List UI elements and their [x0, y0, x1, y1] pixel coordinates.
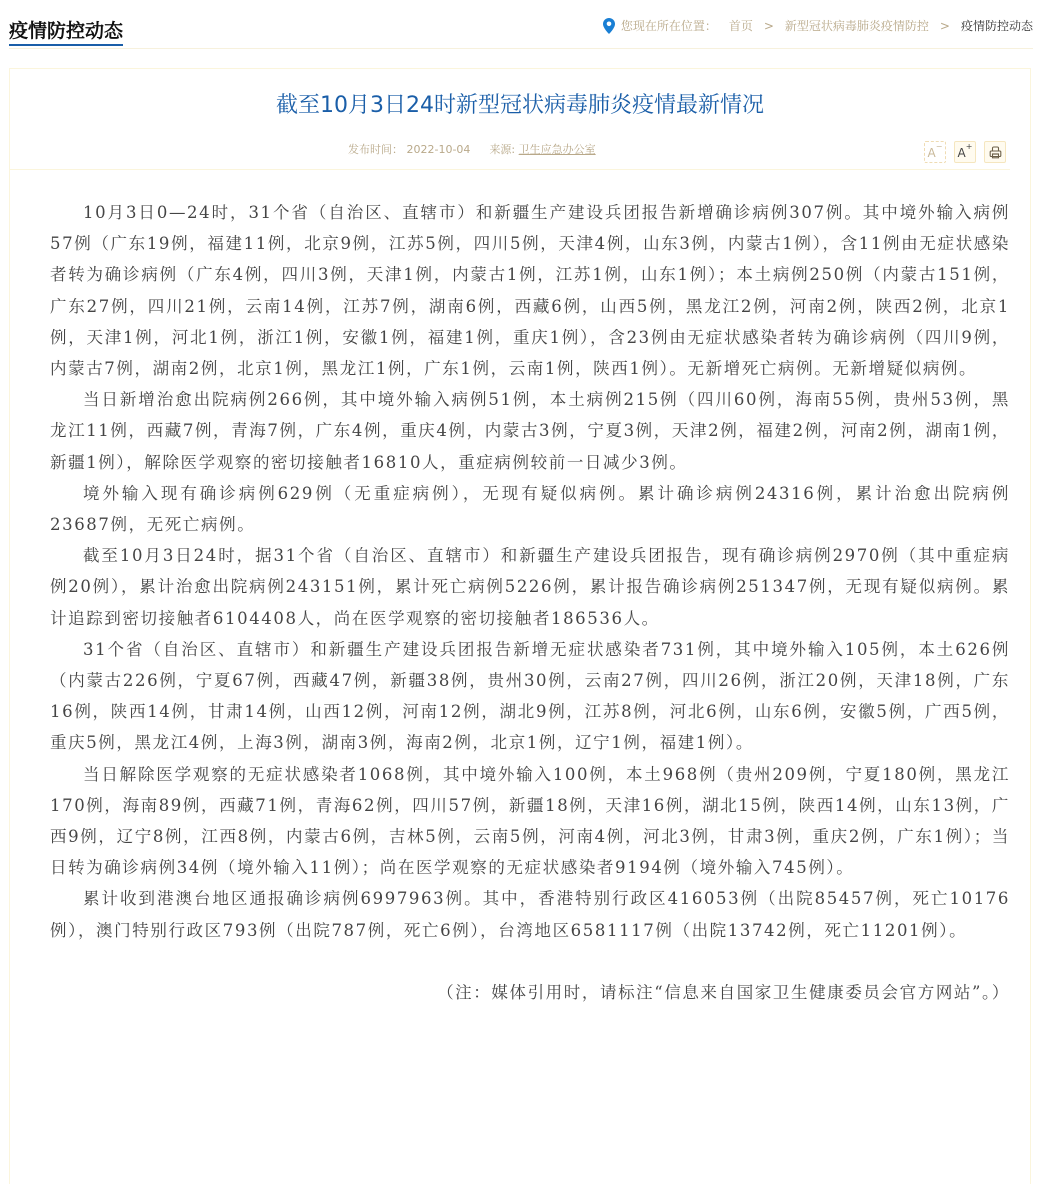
paragraph-imported-current: 境外输入现有确诊病例629例（无重症病例），无现有疑似病例。累计确诊病例24316例，累计治愈出院病例23687例，无死亡病例。	[50, 483, 1010, 535]
font-decrease-button[interactable]	[924, 141, 946, 163]
location-pin-icon	[603, 18, 615, 34]
article-meta	[348, 141, 596, 157]
font-increase-button[interactable]	[954, 141, 976, 163]
article-body	[50, 197, 1010, 1008]
article-title: 截至10月3日24时新型冠状病毒肺炎疫情最新情况	[276, 93, 764, 118]
breadcrumb-covid-prevention[interactable]: 新型冠状病毒肺炎疫情防控	[784, 19, 929, 33]
source-label: 来源:	[489, 143, 516, 156]
paragraph-new-confirmed: 10月3日0—24时，31个省（自治区、直辖市）和新疆生产建设兵团报告新增确诊病例307例。其中境外输入病例57例（广东19例，福建11例，北京9例，江苏5例，四川5例，天津4例，山东3例，内蒙古1例），含11例由无症状感染者转为确诊病例（广东4例，四川3例，天津1例，内蒙古1例，江苏1例，山东1例）；本土病例250例（内蒙古151例，广东27例，四川21例，云南14例，江苏7例，湖南6例，西藏6例，山西5例，黑龙江2例，河南2例，陕西2例，北京1例，天津1例，河北1例，浙江1例，安徽1例，福建1例，重庆1例），含23例由无症状感染者转为确诊病例（四川9例，内蒙古7例，湖南2例，北京1例，黑龙江1例，广东1例，云南1例，陕西1例）。无新增死亡病例。无新增疑似病例。	[50, 203, 1010, 379]
paragraph-recovered: 当日新增治愈出院病例266例，其中境外输入病例51例，本土病例215例（四川60例，海南55例，贵州53例，黑龙江11例，西藏7例，青海7例，广东4例，重庆4例，内蒙古3例，宁夏3例，天津2例，福建2例，河南2例，湖南1例，新疆1例），解除医学观察的密切接触者16810人，重症病例较前一日减少3例。	[50, 390, 1010, 472]
media-citation-note: （注：媒体引用时，请标注“信息来自国家卫生健康委员会官方网站”。）	[437, 982, 1010, 1002]
breadcrumb-label: 您现在所在位置：	[620, 19, 717, 33]
article-container	[9, 68, 1031, 1184]
print-icon	[989, 146, 1002, 159]
paragraph-hk-macao-taiwan: 累计收到港澳台地区通报确诊病例6997963例。其中，香港特别行政区416053例（出院85457例，死亡10176例），澳门特别行政区793例（出院787例，死亡6例），台湾地区6581117例（出院13742例，死亡11201例）。	[50, 889, 1010, 940]
top-bar	[9, 0, 1033, 49]
article-tools	[924, 141, 1006, 163]
font-decrease-icon: A−	[927, 141, 943, 160]
breadcrumb	[603, 17, 1033, 34]
section-title: 疫情防控动态	[9, 20, 123, 46]
paragraph-asymptomatic-new: 31个省（自治区、直辖市）和新疆生产建设兵团报告新增无症状感染者731例，其中境外输入105例，本土626例（内蒙古226例，宁夏67例，西藏47例，新疆38例，贵州30例，云南27例，四川26例，浙江20例，天津18例，广东16例，陕西14例，甘肃14例，山西12例，河南12例，湖北9例，江苏8例，河北6例，山东6例，安徽5例，广西5例，重庆5例，黑龙江4例，上海3例，湖南3例，海南2例，北京1例，辽宁1例，福建1例）。	[50, 639, 1010, 753]
publish-label: 发布时间：	[348, 143, 403, 156]
publish-date: 2022-10-04	[406, 143, 471, 156]
font-increase-icon: A+	[957, 141, 973, 160]
breadcrumb-current: 疫情防控动态	[960, 19, 1033, 33]
paragraph-cumulative: 截至10月3日24时，据31个省（自治区、直辖市）和新疆生产建设兵团报告，现有确诊病例2970例（其中重症病例20例），累计治愈出院病例243151例，累计死亡病例5226例，累计报告确诊病例251347例，无现有疑似病例。累计追踪到密切接触者6104408人，尚在医学观察的密切接触者186536人。	[50, 546, 1010, 628]
paragraph-asymptomatic-released: 当日解除医学观察的无症状感染者1068例，其中境外输入100例，本土968例（贵州209例，宁夏180例，黑龙江170例，海南89例，西藏71例，青海62例，四川57例，新疆18例，天津16例，湖北15例，陕西14例，山东13例，广西9例，辽宁8例，江西8例，内蒙古6例，吉林5例，云南5例，河南4例，河北3例，甘肃3例，重庆2例，广东1例）；当日转为确诊病例34例（境外输入11例）；尚在医学观察的无症状感染者9194例（境外输入745例）。	[50, 764, 1010, 878]
print-button[interactable]	[984, 141, 1006, 163]
breadcrumb-home[interactable]: 首页	[728, 19, 753, 33]
breadcrumb-separator: >	[939, 18, 950, 33]
breadcrumb-separator: >	[763, 18, 774, 33]
source-name[interactable]: 卫生应急办公室	[518, 143, 596, 156]
meta-divider	[10, 169, 1010, 170]
